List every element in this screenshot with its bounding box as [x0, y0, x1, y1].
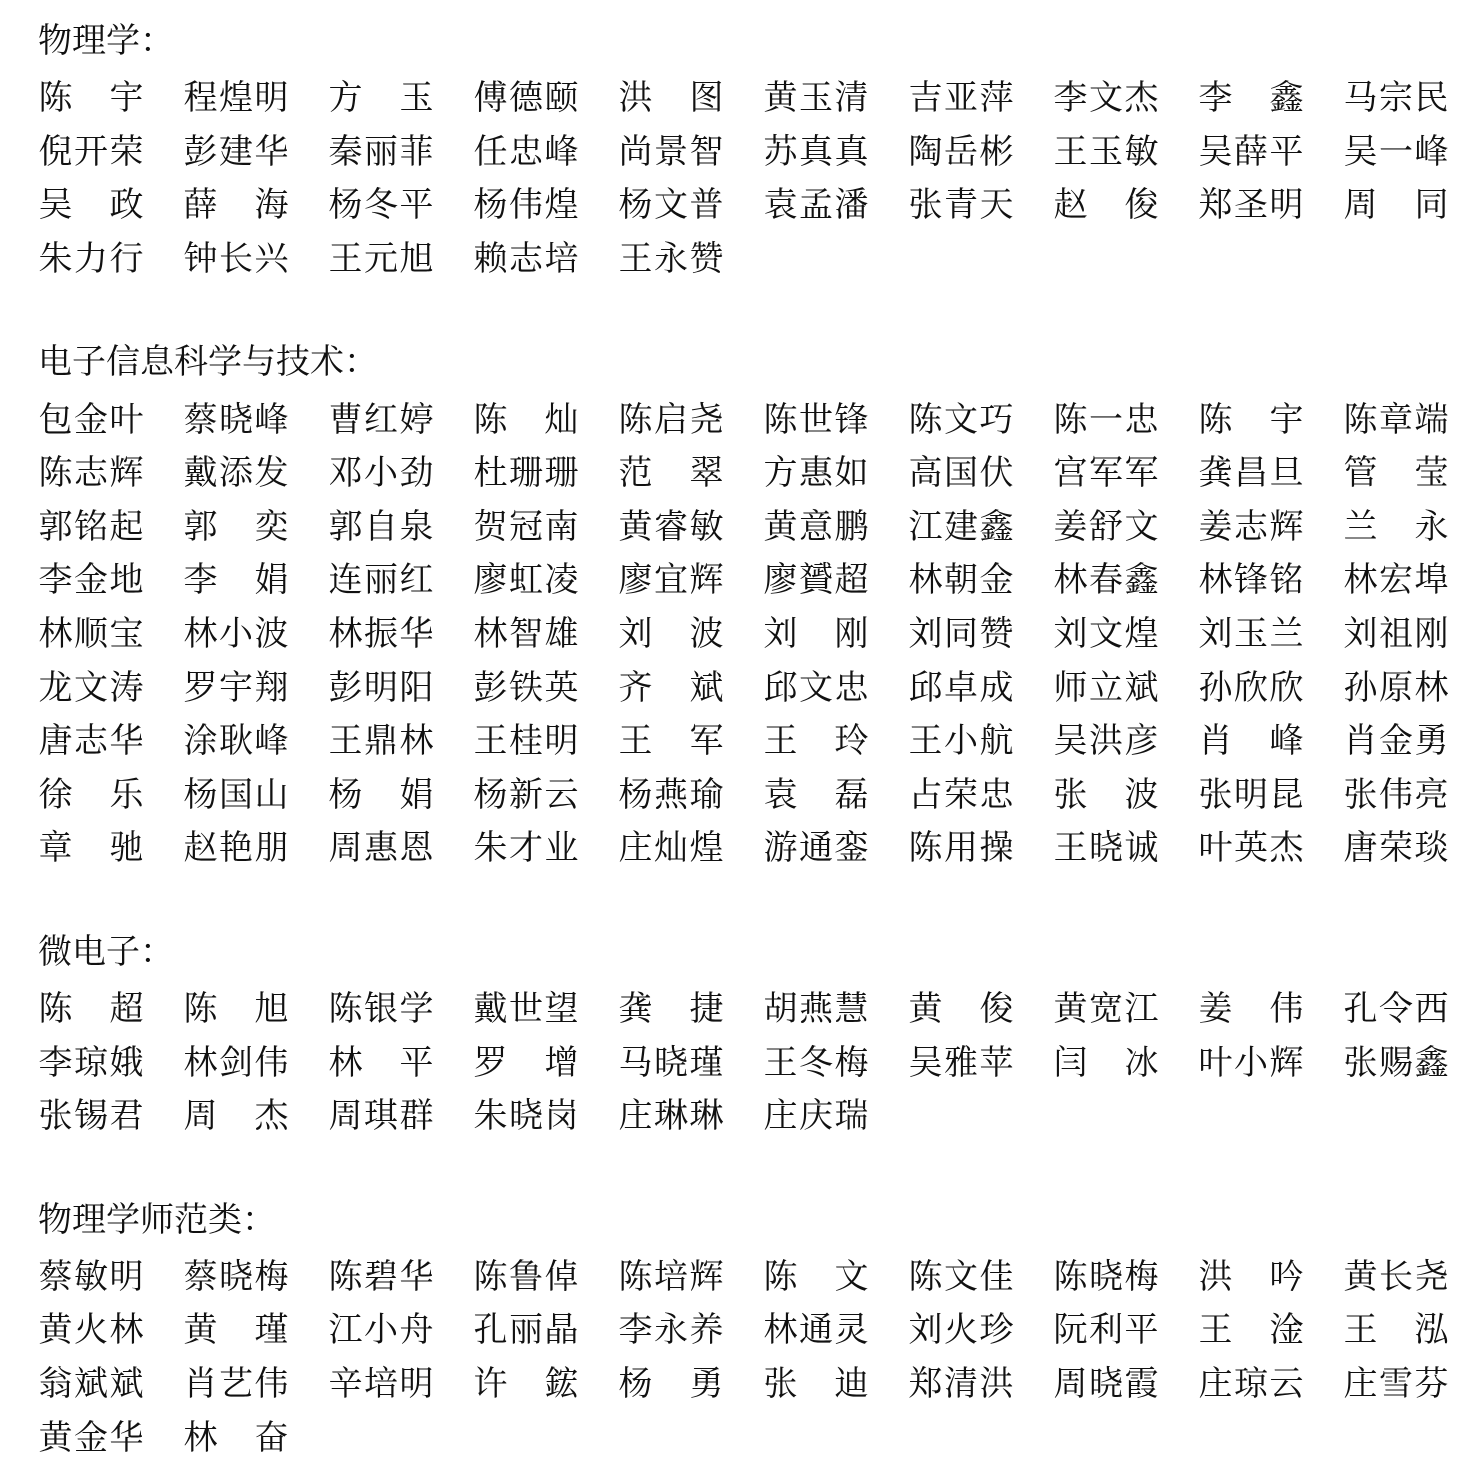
person-name: 杜 珊 珊 — [473, 453, 579, 494]
person-name: 秦 丽 菲 — [328, 131, 434, 172]
person-name: 林 剑 伟 — [183, 1042, 289, 1083]
person-name: 杨 文 普 — [618, 185, 724, 226]
person-name: 陈 宇 — [1198, 399, 1304, 440]
person-name: 杨 伟 煌 — [473, 185, 579, 226]
person-name: 兰 永 — [1343, 506, 1449, 547]
name-grid — [38, 1247, 1448, 1461]
person-name: 马 宗 民 — [1343, 78, 1449, 119]
person-name: 高 国 伏 — [908, 453, 1014, 494]
person-name: 王 永 赞 — [618, 239, 724, 280]
person-name: 薛 海 — [183, 185, 289, 226]
person-name: 陈 志 辉 — [38, 453, 144, 494]
person-name: 方 玉 — [328, 78, 434, 119]
person-name: 杨 娟 — [328, 774, 434, 815]
person-name: 管 莹 — [1343, 453, 1449, 494]
person-name: 庄 雪 芬 — [1343, 1363, 1449, 1404]
person-name: 黄 长 尧 — [1343, 1256, 1449, 1297]
person-name: 陈 晓 梅 — [1053, 1256, 1159, 1297]
person-name: 罗 增 — [473, 1042, 579, 1083]
person-name: 唐 荣 琰 — [1343, 828, 1449, 869]
person-name: 王 军 — [618, 721, 724, 762]
person-name: 庄 琼 云 — [1198, 1363, 1304, 1404]
person-name: 龚 捷 — [618, 989, 724, 1030]
person-name: 庄 灿 煌 — [618, 828, 724, 869]
person-name: 徐 乐 — [38, 774, 144, 815]
person-name: 刘 玉 兰 — [1198, 614, 1304, 655]
person-name: 陈 文 巧 — [908, 399, 1014, 440]
person-name: 罗 宇 翔 — [183, 667, 289, 708]
person-name: 陈 用 操 — [908, 828, 1014, 869]
person-name: 林 智 雄 — [473, 614, 579, 655]
section-physics — [38, 14, 1448, 282]
person-name: 赖 志 培 — [473, 239, 579, 280]
person-name: 林 振 华 — [328, 614, 434, 655]
person-name: 庄 庆 瑞 — [763, 1096, 869, 1137]
person-name: 陈 碧 华 — [328, 1256, 434, 1297]
person-name: 马 晓 瑾 — [618, 1042, 724, 1083]
person-name: 郑 圣 明 — [1198, 185, 1304, 226]
person-name: 林 宏 埠 — [1343, 560, 1449, 601]
person-name: 陈 一 忠 — [1053, 399, 1159, 440]
person-name: 肖 峰 — [1198, 721, 1304, 762]
person-name: 叶 英 杰 — [1198, 828, 1304, 869]
person-name: 范 翠 — [618, 453, 724, 494]
person-name: 杨 勇 — [618, 1363, 724, 1404]
name-grid — [38, 389, 1448, 871]
person-name: 倪 开 荣 — [38, 131, 144, 172]
person-name: 尚 景 智 — [618, 131, 724, 172]
person-name: 袁 孟 潘 — [763, 185, 869, 226]
person-name: 陈 鲁 倬 — [473, 1256, 579, 1297]
person-name: 蔡 晓 峰 — [183, 399, 289, 440]
person-name: 郑 清 洪 — [908, 1363, 1014, 1404]
person-name: 肖 艺 伟 — [183, 1363, 289, 1404]
person-name: 黄 火 林 — [38, 1310, 144, 1351]
person-name: 赵 俊 — [1053, 185, 1159, 226]
person-name: 黄 瑾 — [183, 1310, 289, 1351]
person-name: 连 丽 红 — [328, 560, 434, 601]
person-name: 周 琪 群 — [328, 1096, 434, 1137]
person-name: 王 玉 敏 — [1053, 131, 1159, 172]
person-name: 姜 志 辉 — [1198, 506, 1304, 547]
person-name: 黄 意 鹏 — [763, 506, 869, 547]
person-name: 吉 亚 萍 — [908, 78, 1014, 119]
section-heading: 微电子： — [38, 931, 174, 972]
person-name: 吴 政 — [38, 185, 144, 226]
person-name: 孙 欣 欣 — [1198, 667, 1304, 708]
person-name: 周 惠 恩 — [328, 828, 434, 869]
person-name: 王 泓 — [1343, 1310, 1449, 1351]
person-name: 彭 铁 英 — [473, 667, 579, 708]
person-name: 朱 力 行 — [38, 239, 144, 280]
person-name: 包 金 叶 — [38, 399, 144, 440]
person-name: 赵 艳 朋 — [183, 828, 289, 869]
person-name: 杨 冬 平 — [328, 185, 434, 226]
person-name: 陈 世 锋 — [763, 399, 869, 440]
person-name: 张 锡 君 — [38, 1096, 144, 1137]
person-name: 杨 国 山 — [183, 774, 289, 815]
person-name: 方 惠 如 — [763, 453, 869, 494]
person-name: 刘 刚 — [763, 614, 869, 655]
person-name: 陈 银 学 — [328, 989, 434, 1030]
person-name: 王 鼎 林 — [328, 721, 434, 762]
person-name: 程 煌 明 — [183, 78, 289, 119]
person-name: 张 赐 鑫 — [1343, 1042, 1449, 1083]
person-name: 阮 利 平 — [1053, 1310, 1159, 1351]
person-name: 王 冬 梅 — [763, 1042, 869, 1083]
person-name: 黄 俊 — [908, 989, 1014, 1030]
person-name: 陈 超 — [38, 989, 144, 1030]
person-name: 朱 晓 岗 — [473, 1096, 579, 1137]
person-name: 袁 磊 — [763, 774, 869, 815]
person-name: 刘 波 — [618, 614, 724, 655]
person-name: 庄 琳 琳 — [618, 1096, 724, 1137]
person-name: 张 波 — [1053, 774, 1159, 815]
person-name: 林 平 — [328, 1042, 434, 1083]
person-name: 李 文 杰 — [1053, 78, 1159, 119]
person-name: 闫 冰 — [1053, 1042, 1159, 1083]
person-name: 周 晓 霞 — [1053, 1363, 1159, 1404]
person-name: 李 鑫 — [1198, 78, 1304, 119]
person-name: 邓 小 劲 — [328, 453, 434, 494]
person-name: 张 迪 — [763, 1363, 869, 1404]
person-name: 龙 文 涛 — [38, 667, 144, 708]
person-name: 林 锋 铭 — [1198, 560, 1304, 601]
person-name: 杨 新 云 — [473, 774, 579, 815]
person-name: 肖 金 勇 — [1343, 721, 1449, 762]
section-heading: 物理学师范类： — [38, 1199, 276, 1240]
person-name: 陈 旭 — [183, 989, 289, 1030]
person-name: 师 立 斌 — [1053, 667, 1159, 708]
person-name: 刘 祖 刚 — [1343, 614, 1449, 655]
person-name: 邱 文 忠 — [763, 667, 869, 708]
person-name: 吴 薛 平 — [1198, 131, 1304, 172]
person-name: 陶 岳 彬 — [908, 131, 1014, 172]
person-name: 彭 建 华 — [183, 131, 289, 172]
person-name: 李 金 地 — [38, 560, 144, 601]
person-name: 龚 昌 旦 — [1198, 453, 1304, 494]
person-name: 洪 吟 — [1198, 1256, 1304, 1297]
person-name: 林 顺 宝 — [38, 614, 144, 655]
person-name: 黄 金 华 — [38, 1417, 144, 1458]
person-name: 任 忠 峰 — [473, 131, 579, 172]
person-name: 游 通 銮 — [763, 828, 869, 869]
person-name: 陈 章 端 — [1343, 399, 1449, 440]
person-name: 许 鋐 — [473, 1363, 579, 1404]
person-name: 林 小 波 — [183, 614, 289, 655]
person-name: 杨 燕 瑜 — [618, 774, 724, 815]
person-name: 叶 小 辉 — [1198, 1042, 1304, 1083]
person-name: 林 奋 — [183, 1417, 289, 1458]
person-name: 陈 启 尧 — [618, 399, 724, 440]
person-name: 陈 培 辉 — [618, 1256, 724, 1297]
person-name: 吴 雅 苹 — [908, 1042, 1014, 1083]
person-name: 戴 添 发 — [183, 453, 289, 494]
person-name: 吴 洪 彦 — [1053, 721, 1159, 762]
person-name: 周 同 — [1343, 185, 1449, 226]
person-name: 刘 同 赞 — [908, 614, 1014, 655]
person-name: 苏 真 真 — [763, 131, 869, 172]
person-name: 李 琼 娥 — [38, 1042, 144, 1083]
person-name: 涂 耿 峰 — [183, 721, 289, 762]
person-name: 傅 德 颐 — [473, 78, 579, 119]
person-name: 黄 宽 江 — [1053, 989, 1159, 1030]
person-name: 陈 灿 — [473, 399, 579, 440]
person-name: 唐 志 华 — [38, 721, 144, 762]
section-heading: 物理学： — [38, 21, 174, 61]
person-name: 翁 斌 斌 — [38, 1363, 144, 1404]
person-name: 江 小 舟 — [328, 1310, 434, 1351]
person-name: 钟 长 兴 — [183, 239, 289, 280]
person-name: 王 晓 诚 — [1053, 828, 1159, 869]
person-name: 林 春 鑫 — [1053, 560, 1159, 601]
person-name: 蔡 晓 梅 — [183, 1256, 289, 1297]
person-name: 戴 世 望 — [473, 989, 579, 1030]
section-electronic-information-science — [38, 335, 1448, 871]
person-name: 黄 玉 清 — [763, 78, 869, 119]
person-name: 郭 奕 — [183, 506, 289, 547]
person-name: 陈 文 — [763, 1256, 869, 1297]
person-name: 张 青 天 — [908, 185, 1014, 226]
person-name: 郭 自 泉 — [328, 506, 434, 547]
person-name: 王 玲 — [763, 721, 869, 762]
person-name: 张 伟 亮 — [1343, 774, 1449, 815]
person-name: 占 荣 忠 — [908, 774, 1014, 815]
person-name: 王 元 旭 — [328, 239, 434, 280]
person-name: 宫 军 军 — [1053, 453, 1159, 494]
person-name: 王 桂 明 — [473, 721, 579, 762]
person-name: 蔡 敏 明 — [38, 1256, 144, 1297]
person-name: 邱 卓 成 — [908, 667, 1014, 708]
name-grid — [38, 68, 1448, 282]
person-name: 姜 舒 文 — [1053, 506, 1159, 547]
person-name: 张 明 昆 — [1198, 774, 1304, 815]
person-name: 吴 一 峰 — [1343, 131, 1449, 172]
person-name: 王 淦 — [1198, 1310, 1304, 1351]
person-name: 洪 图 — [618, 78, 724, 119]
person-name: 刘 文 煌 — [1053, 614, 1159, 655]
person-name: 林 朝 金 — [908, 560, 1014, 601]
person-name: 孙 原 林 — [1343, 667, 1449, 708]
section-heading: 电子信息科学与技术： — [38, 342, 378, 383]
person-name: 周 杰 — [183, 1096, 289, 1137]
person-name: 江 建 鑫 — [908, 506, 1014, 547]
person-name: 彭 明 阳 — [328, 667, 434, 708]
person-name: 廖 贇 超 — [763, 560, 869, 601]
person-name: 刘 火 珍 — [908, 1310, 1014, 1351]
person-name: 廖 虹 凌 — [473, 560, 579, 601]
person-name: 王 小 航 — [908, 721, 1014, 762]
section-physics-teacher-education — [38, 1193, 1448, 1461]
person-name: 齐 斌 — [618, 667, 724, 708]
person-name: 胡 燕 慧 — [763, 989, 869, 1030]
person-name: 孔 令 西 — [1343, 989, 1449, 1030]
person-name: 姜 伟 — [1198, 989, 1304, 1030]
name-grid — [38, 979, 1448, 1140]
section-microelectronics — [38, 925, 1448, 1140]
person-name: 李 永 养 — [618, 1310, 724, 1351]
person-name: 孔 丽 晶 — [473, 1310, 579, 1351]
person-name: 陈 宇 — [38, 78, 144, 119]
name-list-document — [38, 14, 1448, 1461]
person-name: 曹 红 婷 — [328, 399, 434, 440]
person-name: 李 娟 — [183, 560, 289, 601]
person-name: 贺 冠 南 — [473, 506, 579, 547]
person-name: 黄 睿 敏 — [618, 506, 724, 547]
person-name: 章 驰 — [38, 828, 144, 869]
person-name: 陈 文 佳 — [908, 1256, 1014, 1297]
person-name: 郭 铭 起 — [38, 506, 144, 547]
person-name: 辛 培 明 — [328, 1363, 434, 1404]
person-name: 朱 才 业 — [473, 828, 579, 869]
person-name: 廖 宜 辉 — [618, 560, 724, 601]
person-name: 林 通 灵 — [763, 1310, 869, 1351]
